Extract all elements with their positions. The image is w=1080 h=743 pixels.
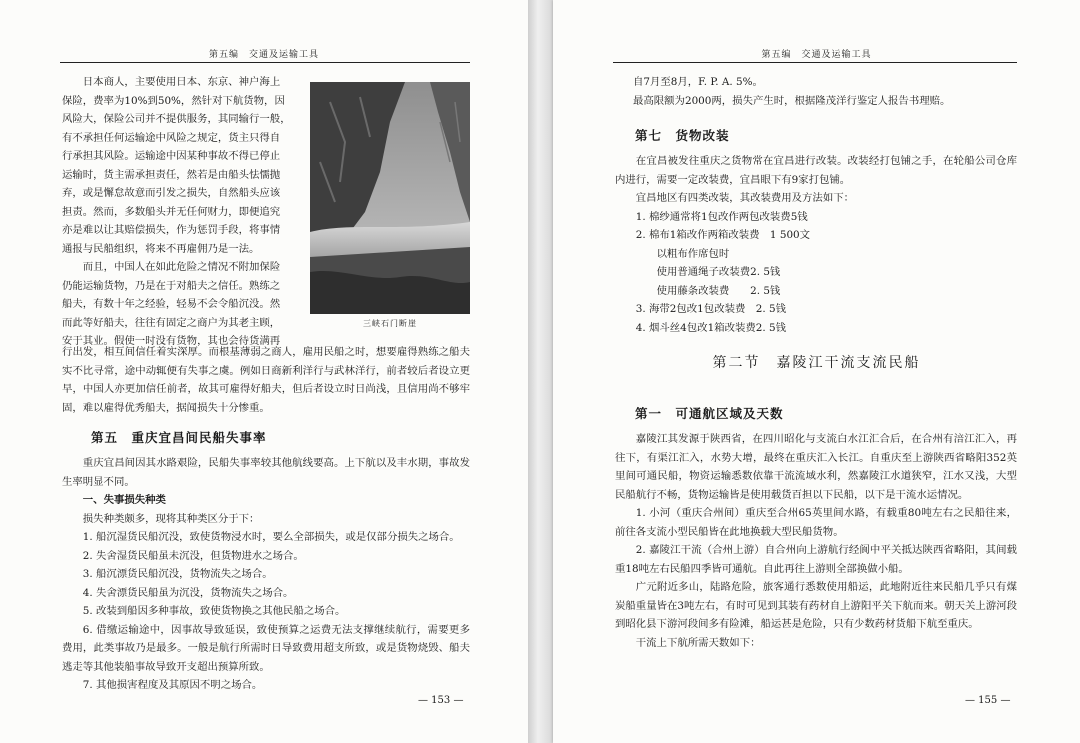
list-item: 3. 海带2包改1包改装费 2. 5钱: [635, 303, 786, 315]
list-item: 7. 其他损害程度及其原因不明之场合。: [82, 679, 263, 691]
text-line: 安于其业。假使一时没有货物，其也会待货满再: [62, 335, 281, 347]
list-item: 使用藤条改装费 2. 5钱: [656, 284, 781, 297]
text-line: 船夫，有数十年之经验，轻易不会令船沉没。然: [62, 298, 281, 310]
page-number: — 155 —: [965, 695, 1011, 706]
text-line: 亦是难以让其赔偿损失，作为惩罚手段，将事情: [62, 224, 281, 236]
list-item: 2. 棉布1箱改作两箱改装费 1 500文: [635, 229, 811, 241]
text-line: 风险大，保险公司并不提供服务，其同输行一般，: [62, 113, 291, 125]
photo-caption: 三峡石门断崖: [363, 319, 417, 328]
list-item: 3. 船沉漂货民船沉没，货物流失之场合。: [82, 568, 273, 580]
section-1-body: 嘉陵江其发源于陕西省，在四川昭化与支流白水江汇合后，在合州有涪江汇入，再往下，有渠江汇入，水势大增，最终在重庆汇入长江。自重庆至上游陕西省略阳352英里间可通民船，物资运输悉数依靠干流流域水利，然嘉陵江水道狭窄，江水又浅，大型民船航行不畅，货物运输皆是使用载货百担以下民船，以下是干流水运情况。 1. 小河（重庆合州间）重庆至合州65英里间水路，有载重80吨左右之民船往来，前往各支流小型民船皆在此地换载大型民船货物。 2. 嘉陵江干流（合州上游）自合州向上游航行经阆中平关抵达陕西省略阳，其间载重18吨左右民船四季皆可通航。自此再往上游则全部换做小船。 广元附近多山，陆路危险，旅客通行悉数使用船运，此地附近往来民船几乎只有煤炭船重量皆在3吨左右，有时可见到其装有药材自上游阳平关下航而来。朝天关上游河段到昭化县下游河段间多有险滩，船运甚是危险，只有少数药材货船下航至重庆。 干流上下航所需天数如下：: [615, 433, 1017, 649]
text-line: 行承担其风险。运输途中因某种事故不得已停止: [62, 150, 281, 162]
right-page: [553, 0, 1080, 743]
header-rule: [60, 62, 470, 63]
text-line: 保险，费率为10%到50%，然针对下航货物，因: [62, 94, 285, 107]
header-rule: [613, 62, 1017, 63]
chapter-title: 第二节 嘉陵江干流支流民船: [712, 355, 921, 371]
list-item: 1. 船沉湿货民船沉没，致使货物浸水时，要么全部损失，或是仅部分损失之场合。: [82, 531, 460, 543]
page-number: — 153 —: [418, 695, 464, 706]
text-line: 运输时，货主需承担责任，然若是由船头怯懦抛: [62, 168, 281, 181]
section-5-body: 重庆宜昌间因其水路艰险，民船失事率较其他航线要高。上下航以及丰水期，事故发生率明显不同。 一、失事损失种类 损失种类颇多，现将其种类区分于下： 1. 船沉湿货民船沉没，致使货物浸水时，要么全部损失，或是仅部分损失之场合。 2. 失舍湿货民船虽未沉没，但货物进水之场合。 3. 船沉漂货民船沉没，货物流失之场合。 4. 失舍漂货民船虽为沉没，货物流失之场合。 5. 改装到船因多种事故，致使货物换之其他民船之场合。 6. 借缴运输途中，因事故导致延误，致使预算之运费无法支撑继续航行，需要更多费用，此类事故乃是最多。一般是航行所需时日导致费用超支所致，或是货物烧毁、船夫逃走等其他装船事故导致开支超出预算所致。 7. 其他损害程度及其原因不明之场合。: [62, 454, 470, 695]
list-item: 4. 烟斗丝4包改1箱改装费2. 5钱: [635, 321, 786, 334]
section-1-title: 第一 可通航区域及天数: [635, 406, 784, 421]
text-line: 有不承担任何运输途中风险之规定，货主只得自: [62, 131, 281, 144]
text-line: 担责。然而，多数船头并无任何财力，即便追究: [62, 205, 281, 218]
section-5-title: 第五 重庆宜昌间民船失事率: [91, 430, 267, 445]
list-item: 4. 失舍漂货民船虽为沉没，货物流失之场合。: [82, 586, 294, 599]
list-item: 5. 改装到船因多种事故，致使货物换之其他民船之场合。: [82, 605, 346, 617]
list-item: 使用普通绳子改装费2. 5钱: [656, 266, 781, 278]
continuation-paragraph: 行出发，相互间信任着实深厚。而根基薄弱之商人，雇用民船之时，想要雇得熟练之船夫实不比寻常，途中动辄便有失事之虞。例如日商新利洋行与武林洋行，前者较后者设立更早，中国人亦更加信任前者，故其可雇得好船夫，但后者设立时日尚浅，且信用尚不够牢固，难以雇得优秀船夫，据闻损失十分惨重。: [62, 346, 470, 414]
list-item: 6. 借缴运输途中，因事故导致延误，致使预算之运费无法支撑继续航行，需要更多费用，此类事故乃是最多。一般是航行所需时日导致费用超支所致，或是货物烧毁、船夫逃走等其他装船事故导致开支超出预算所致。: [62, 623, 470, 673]
list-item: 以粗布作席包时: [656, 247, 730, 260]
running-header: 第五编 交通及运输工具: [208, 50, 319, 60]
loss-type-list: [62, 528, 470, 695]
three-gorges-photo: [310, 82, 470, 314]
text-line: 仍能运输货物，乃是在于对船夫之信任。熟练之: [62, 279, 281, 292]
text-line: 弃，或是懈怠故意而引发之损失，自然船头应该: [62, 187, 281, 199]
repack-list: [615, 208, 1017, 338]
text-line: 而且，中国人在如此危险之情况不附加保险: [82, 261, 281, 273]
text-line: 通报与民船组织，将来不再雇佣乃是一法。: [62, 242, 260, 255]
running-header: 第五编 交通及运输工具: [761, 50, 872, 60]
wrapped-text: [62, 73, 306, 351]
section-7-body: 在宜昌被发往重庆之货物常在宜昌进行改装。改装经打包铺之手，在轮船公司仓库内进行，需要一定改装费，宜昌眼下有9家打包铺。 宜昌地区有四类改装，其改装费用及方法如下： 1. 棉纱通常将1包改作两包改装费5钱 2. 棉布1箱改作两箱改装费 1 500文 以粗布作席包时 使用普通绳子改装费2. 5钱 使用藤条改装费 2. 5钱 3. 海带2包改1包改装费 2. 5钱 4. 烟斗丝4包改1箱改装费2. 5钱: [615, 152, 1017, 337]
text-line: 日本商人，主要使用日本、东京、神户海上: [82, 76, 281, 88]
book-gutter: [528, 0, 553, 743]
text-line: 而此等好船夫，往往有固定之商户为其老主顾，: [62, 316, 281, 329]
left-page: [0, 0, 528, 743]
section-7-title: 第七 货物改装: [635, 128, 730, 143]
list-item: 2. 失舍湿货民船虽未沉没，但货物进水之场合。: [82, 549, 304, 562]
top-lines: 自7月至8月，F. P. A. 5%。 最高限额为2000两，损失产生时，根据隆茂洋行鉴定人报告书理赔。: [633, 76, 951, 107]
list-item: 1. 棉纱通常将1包改作两包改装费5钱: [635, 210, 808, 223]
